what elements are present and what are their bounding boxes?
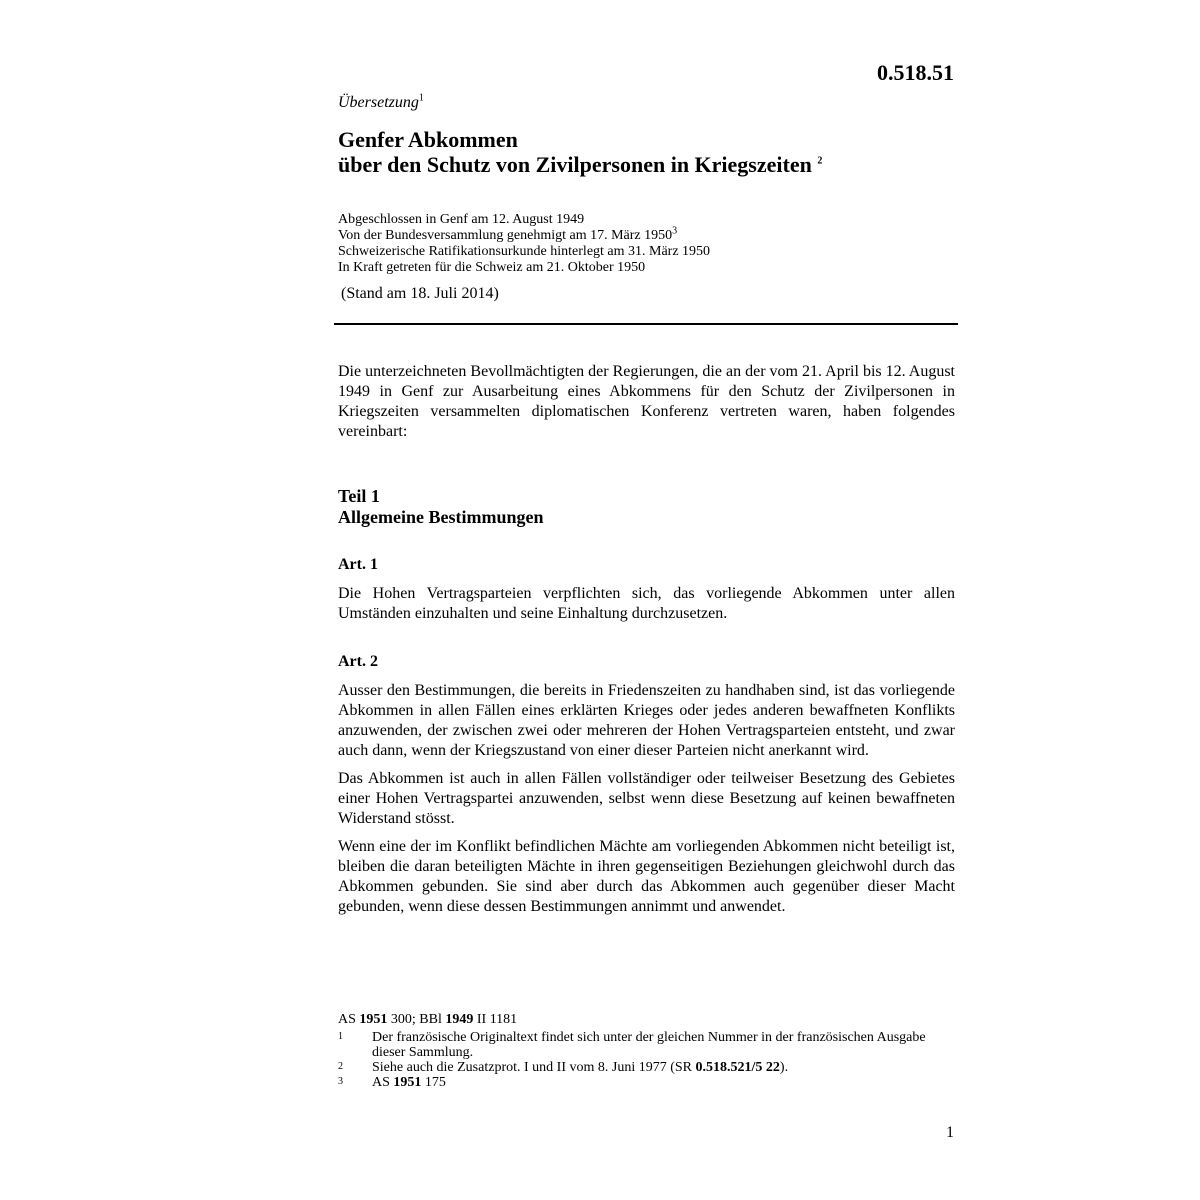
page-number: 1 [946,1124,954,1141]
footnote-bold: 1951 [393,1075,422,1090]
article-paragraph: Wenn eine der im Konflikt befindlichen Mächte am vorliegenden Abkommen nicht beteiligt ist, bleiben die daran beteiligten Mächte in ihren gegenseitigen Beziehungen gleichwohl durch das Abkommen gebunden. Sie sind aber durch das Abkommen auch gegenüber dieser Macht gebunden, wenn diese dessen Bestimmungen annimmt und anwendet. [338,838,955,915]
part-number: Teil 1 [338,486,380,506]
footnote-ref-3[interactable]: 3 [672,225,678,237]
footnote-number: 2 [338,1061,343,1072]
preamble [338,362,955,450]
footnote-ref-1[interactable]: 1 [418,92,424,104]
meta-approved [338,225,710,244]
meta-concluded: Abgeschlossen in Genf am 12. August 1949 [338,212,585,227]
footnote-text [372,1060,958,1075]
meta-ratification: Schweizerische Ratifikationsurkunde hinterlegt am 31. März 1950 [338,244,711,259]
footnotes [338,1030,958,1090]
footnote-number: 3 [338,1076,343,1087]
document-title [338,127,822,177]
source-reference [338,1012,517,1028]
bbl-ref: II 1181 [476,1012,518,1027]
sr-link[interactable]: 0.518.521/5 22 [695,1060,780,1075]
footnote-1 [338,1030,958,1060]
translation-label [338,94,424,112]
header-divider [334,323,958,325]
article-1-heading: Art. 1 [338,556,378,573]
footnote-text-part: ). [779,1060,789,1075]
footnote-text-part: AS [372,1075,390,1090]
sr-number: 0.518.51 [877,60,954,85]
version-date: (Stand am 18. Juli 2014) [341,285,499,302]
footnote-ref-2[interactable]: 2 [817,155,823,167]
part-title: Allgemeine Bestimmungen [338,507,544,527]
footnote-number: 1 [338,1031,343,1042]
footnote-2 [338,1060,958,1075]
part-heading [338,486,543,528]
article-1-body [338,584,955,632]
preamble-text: Die unterzeichneten Bevollmächtigten der Regierungen, die an der vom 21. April bis 12. August 1949 in Genf zur Ausarbeitung eines Abkommens für den Schutz der Zivilpersonen in Kriegszeiten versammelten diplomatischen Konferenz vertreten waren, haben folgendes vereinbart: [338,363,955,440]
article-paragraph: Das Abkommen ist auch in allen Fällen vollständiger oder teilweiser Besetzung des Gebietes einer Hohen Vertragspartei anzuwenden, selbst wenn diese Besetzung auf keinen bewaffneten Widerstand stösst. [338,770,955,827]
as-year: 1951 [359,1012,388,1027]
article-2-body [338,681,955,925]
document-metadata [338,212,710,276]
title-line-1: Genfer Abkommen [338,127,518,152]
title-line-2-text: über den Schutz von Zivilpersonen in Kriegszeiten [338,152,812,177]
footnote-text-part: 175 [424,1075,446,1090]
meta-in-force: In Kraft getreten für die Schweiz am 21. Oktober 1950 [338,260,646,275]
footnote-3 [338,1075,958,1090]
title-line-2 [338,152,822,177]
article-paragraph: Ausser den Bestimmungen, die bereits in Friedenszeiten zu handhaben sind, ist das vorliegende Abkommen in allen Fällen eines erklärten Krieges oder jedes anderen bewaffneten Konflikts anzuwenden, der zwischen zwei oder mehreren der Hohen Vertragsparteien entsteht, und zwar auch dann, wenn der Kriegszustand von einer dieser Parteien nicht anerkannt wird. [338,682,955,759]
bbl-year: 1949 [445,1012,474,1027]
article-paragraph: Die Hohen Vertragsparteien verpflichten sich, das vorliegende Abkommen unter allen Umständen einzuhalten und seine Einhaltung durchzusetzen. [338,585,955,622]
as-page: 300; BBl [390,1012,442,1027]
footnote-text-part: Siehe auch die Zusatzprot. I und II vom 8. Juni 1977 (SR [372,1060,693,1075]
meta-approved-text: Von der Bundesversammlung genehmigt am 17. März 1950 [338,228,673,243]
article-2-heading: Art. 2 [338,653,378,670]
as-prefix: AS [338,1012,356,1027]
translation-label-text: Übersetzung [338,94,419,111]
footnote-text: Der französische Originaltext findet sich unter der gleichen Nummer in der französischen Ausgabe dieser Sammlung. [372,1030,926,1060]
footnote-text [372,1075,958,1090]
